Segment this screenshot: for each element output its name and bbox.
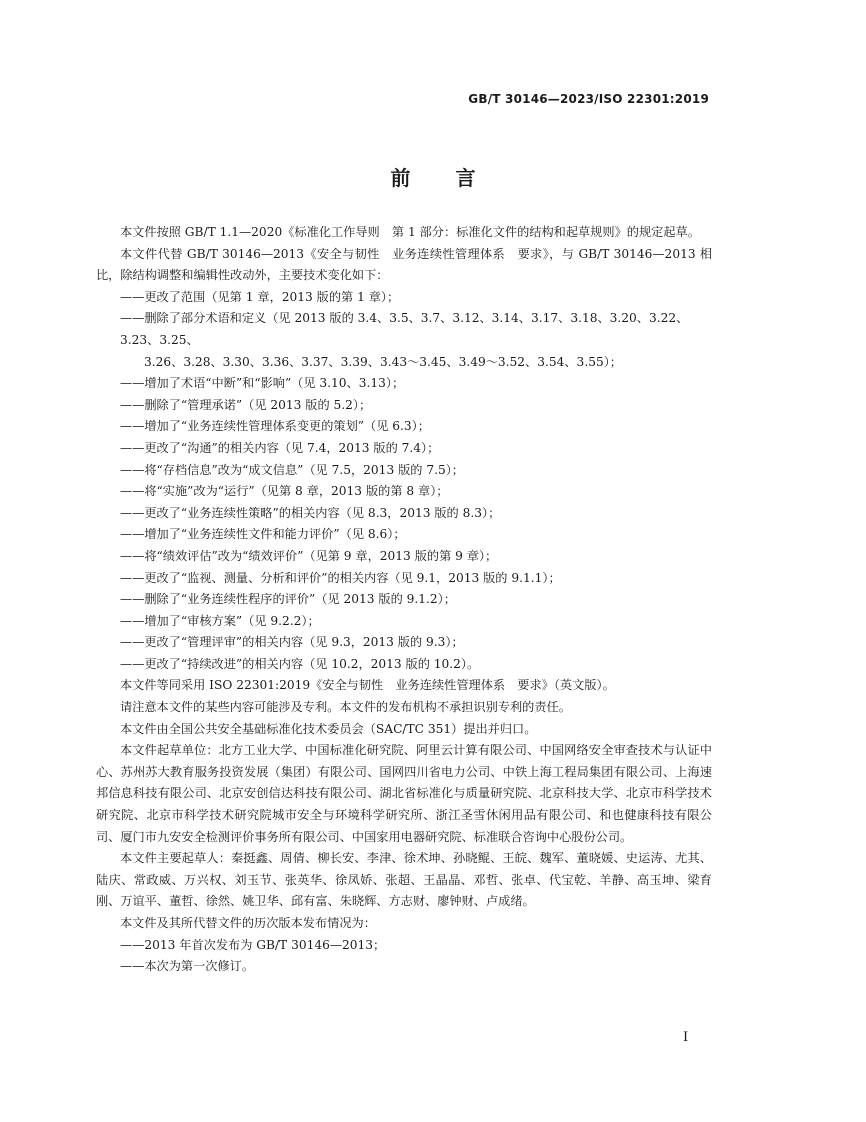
paragraph: 请注意本文件的某些内容可能涉及专利。本文件的发布机构不承担识别专利的责任。 xyxy=(120,700,571,715)
change-item-continuation: 3.26、3.28、3.30、3.36、3.37、3.39、3.43～3.45、3.49～3.52、3.54、3.55）； xyxy=(144,354,622,369)
change-item: ——将“存档信息”改为“成文信息”（见 7.5，2013 版的 7.5）； xyxy=(120,462,464,477)
change-item: ——删除了“业务连续性程序的评价”（见 2013 版的 9.1.2）； xyxy=(120,592,456,607)
change-item: ——将“绩效评估”改为“绩效评价”（见第 9 章，2013 版的第 9 章）； xyxy=(120,548,498,563)
change-item: ——更改了“持续改进”的相关内容（见 10.2，2013 版的 10.2）。 xyxy=(120,656,480,671)
change-item: ——增加了“业务连续性管理体系变更的策划”（见 6.3）； xyxy=(120,419,430,434)
change-item: ——更改了范围（见第 1 章，2013 版的第 1 章）； xyxy=(120,289,400,304)
paragraph: 本文件由全国公共安全基础标准化技术委员会（SAC/TC 351）提出并归口。 xyxy=(120,721,537,736)
standard-code-header: GB/T 30146—2023/ISO 22301:2019 xyxy=(468,92,709,106)
paragraph: 本文件代替 GB/T 30146—2013《安全与韧性 业务连续性管理体系 要求》，与 GB/T 30146—2013 相比，除结构调整和编辑性改动外，主要技术变化如下： xyxy=(96,246,712,283)
page-number: I xyxy=(683,1030,689,1045)
page-title: 前言 xyxy=(390,166,521,190)
history-item: ——本次为第一次修订。 xyxy=(120,959,255,974)
change-item: ——删除了“管理承诺”（见 2013 版的 5.2）； xyxy=(120,397,372,412)
change-item: ——删除了部分术语和定义（见 2013 版的 3.4、3.5、3.7、3.12、3.14、3.17、3.18、3.20、3.22、3.23、3.25、 xyxy=(120,311,689,347)
change-item: ——更改了“监视、测量、分析和评价”的相关内容（见 9.1，2013 版的 9.1.1）； xyxy=(120,570,561,585)
paragraph: 本文件按照 GB/T 1.1—2020《标准化工作导则 第 1 部分：标准化文件的结构和起草规则》的规定起草。 xyxy=(120,225,700,239)
paragraph: 本文件及其所代替文件的历次版本发布情况为： xyxy=(120,916,376,930)
change-item: ——增加了术语“中断”和“影响”（见 3.10、3.13）； xyxy=(120,376,405,391)
history-item: ——2013 年首次发布为 GB/T 30146—2013； xyxy=(120,937,386,952)
drafting-units-paragraph: 本文件起草单位：北方工业大学、中国标准化研究院、阿里云计算有限公司、中国网络安全审查技术与认证中心、苏州苏大教育服务投资发展（集团）有限公司、国网四川省电力公司、中铁上海工程局集团有限公司、上海速邦信息科技有限公司、北京安创信达科技有限公司、湖北省标准化与质量研究院、北京科技大学、北京市科学技术研究院、北京市科学技术研究院城市安全与环境科学研究所、浙江圣雪休闲用品有限公司、和也健康科技有限公司、厦门市九安安全检测评价事务所有限公司、中国家用电器研究院、标准联合咨询中心股份公司。 xyxy=(96,743,712,844)
change-item: ——更改了“沟通”的相关内容（见 7.4，2013 版的 7.4）； xyxy=(120,440,440,455)
drafters-paragraph: 本文件主要起草人：秦挺鑫、周倩、柳长安、李津、徐术坤、孙晓鲲、王皖、魏军、董晓媛、史运涛、尤其、陆庆、常政威、万兴权、刘玉节、张英华、徐凤娇、张超、王晶晶、邓哲、张卓、代宝乾、羊静、高玉坤、梁育刚、万谊平、董哲、徐然、姚卫华、邱有富、朱晓辉、方志财、廖钟财、卢成绪。 xyxy=(96,851,712,909)
change-item: ——更改了“管理评审”的相关内容（见 9.3，2013 版的 9.3）； xyxy=(120,635,464,650)
change-item: ——增加了“审核方案”（见 9.2.2）； xyxy=(120,613,320,628)
change-item: ——增加了“业务连续性文件和能力评价”（见 8.6）； xyxy=(120,527,406,542)
change-item: ——更改了“业务连续性策略”的相关内容（见 8.3，2013 版的 8.3）； xyxy=(120,505,501,520)
change-item: ——将“实施”改为“运行”（见第 8 章，2013 版的第 8 章）； xyxy=(120,484,449,499)
paragraph: 本文件等同采用 ISO 22301:2019《安全与韧性 业务连续性管理体系 要求》（英文版）。 xyxy=(120,678,615,693)
document-body xyxy=(96,222,712,978)
